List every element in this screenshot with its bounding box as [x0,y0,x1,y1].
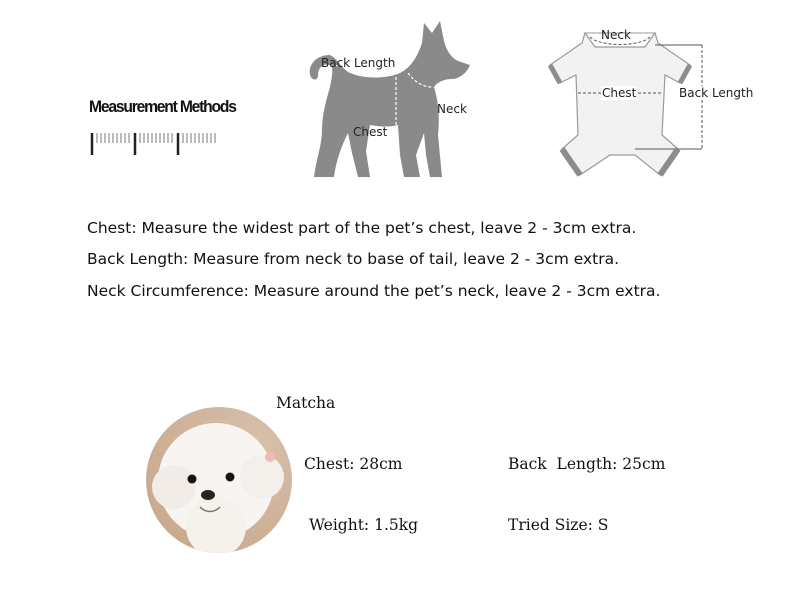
garment-diagram [540,25,715,185]
pet-back-length: Back Length: 25cm [508,455,666,473]
instruction-back-length: Back Length: Measure from neck to base of tail, leave 2 - 3cm extra. [87,250,620,268]
dog-back-length-label: Back Length [321,56,396,70]
dog-chest-label: Chest [353,125,388,139]
dog-photo [146,407,292,553]
instruction-neck: Neck Circumference: Measure around the pet’s neck, leave 2 - 3cm extra. [87,282,661,300]
garment-chest-label: Chest [602,86,637,100]
pet-avatar [146,407,292,553]
instruction-chest: Chest: Measure the widest part of the pet’s chest, leave 2 - 3cm extra. [87,219,637,237]
garment-outline [550,33,690,175]
pet-weight: Weight: 1.5kg [309,516,419,534]
dog-silhouette [310,21,470,177]
dog-neck-label: Neck [437,102,467,116]
dog-silhouette-diagram [300,15,480,185]
pet-name: Matcha [276,394,336,412]
ruler-icon [90,131,220,157]
garment-neck-label: Neck [601,28,631,42]
measurement-methods-title: Measurement Methods [89,97,236,116]
garment-back-length-label: Back Length [679,86,754,100]
pet-tried-size: Tried Size: S [508,516,609,534]
pet-chest: Chest: 28cm [304,455,403,473]
